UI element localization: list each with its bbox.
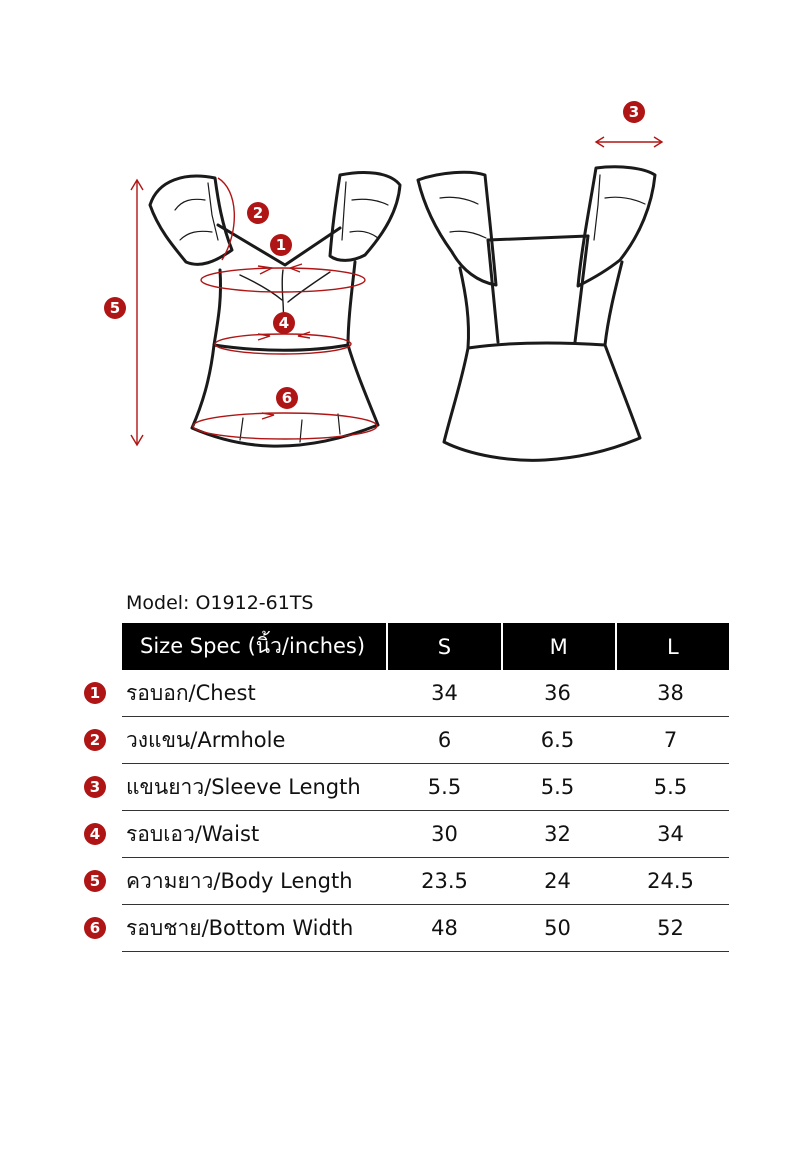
marker-armhole: 2	[247, 202, 269, 224]
garment-sketch	[0, 0, 800, 520]
header-size-l: L	[615, 623, 729, 670]
marker-waist: 4	[273, 312, 295, 334]
row-label: แขนยาว/Sleeve Length	[126, 774, 361, 799]
row-value-m: 50	[544, 916, 571, 940]
marker-chest: 1	[270, 234, 292, 256]
marker-body-length: 5	[104, 297, 126, 319]
row-label: ความยาว/Body Length	[126, 868, 353, 893]
row-value-s: 23.5	[421, 869, 468, 893]
row-value-s: 48	[431, 916, 458, 940]
row-value-l: 24.5	[647, 869, 694, 893]
row-value-s: 34	[431, 681, 458, 705]
header-size-spec: Size Spec (นิ้ว/inches)	[140, 634, 366, 658]
row-value-l: 5.5	[653, 775, 688, 799]
row-value-m: 6.5	[540, 728, 575, 752]
row-label: วงแขน/Armhole	[126, 727, 286, 752]
header-size-s: S	[386, 623, 500, 670]
row-number-badge: 5	[84, 870, 106, 892]
row-number-badge: 6	[84, 917, 106, 939]
row-value-l: 38	[657, 681, 684, 705]
bottom-ellipse	[193, 413, 377, 439]
table-header	[122, 623, 729, 670]
table-row-chest	[89, 670, 729, 717]
row-number-badge: 3	[84, 776, 106, 798]
front-view-garment	[150, 172, 400, 446]
row-label: รอบเอว/Waist	[126, 821, 260, 846]
row-value-m: 24	[544, 869, 571, 893]
header-size-m: M	[501, 623, 615, 670]
row-number-badge: 2	[84, 729, 106, 751]
table-row-sleeve-length	[89, 764, 729, 811]
table-row-bottom-width	[89, 905, 729, 952]
row-label: รอบอก/Chest	[126, 680, 256, 705]
row-number-badge: 4	[84, 823, 106, 845]
row-value-l: 52	[657, 916, 684, 940]
size-spec-table	[89, 623, 729, 952]
row-value-l: 34	[657, 822, 684, 846]
row-value-m: 5.5	[540, 775, 575, 799]
row-label: รอบชาย/Bottom Width	[126, 915, 354, 940]
back-view-garment	[418, 167, 655, 460]
table-row-armhole	[89, 717, 729, 764]
row-number-badge: 1	[84, 682, 106, 704]
marker-sleeve-length: 3	[623, 101, 645, 123]
row-value-m: 36	[544, 681, 571, 705]
marker-bottom-width: 6	[276, 387, 298, 409]
row-value-l: 7	[663, 728, 678, 752]
table-row-body-length	[89, 858, 729, 905]
row-value-s: 30	[431, 822, 458, 846]
model-label: Model: O1912-61TS	[126, 592, 314, 614]
table-row-waist	[89, 811, 729, 858]
row-value-s: 5.5	[427, 775, 462, 799]
row-value-s: 6	[437, 728, 452, 752]
row-value-m: 32	[544, 822, 571, 846]
